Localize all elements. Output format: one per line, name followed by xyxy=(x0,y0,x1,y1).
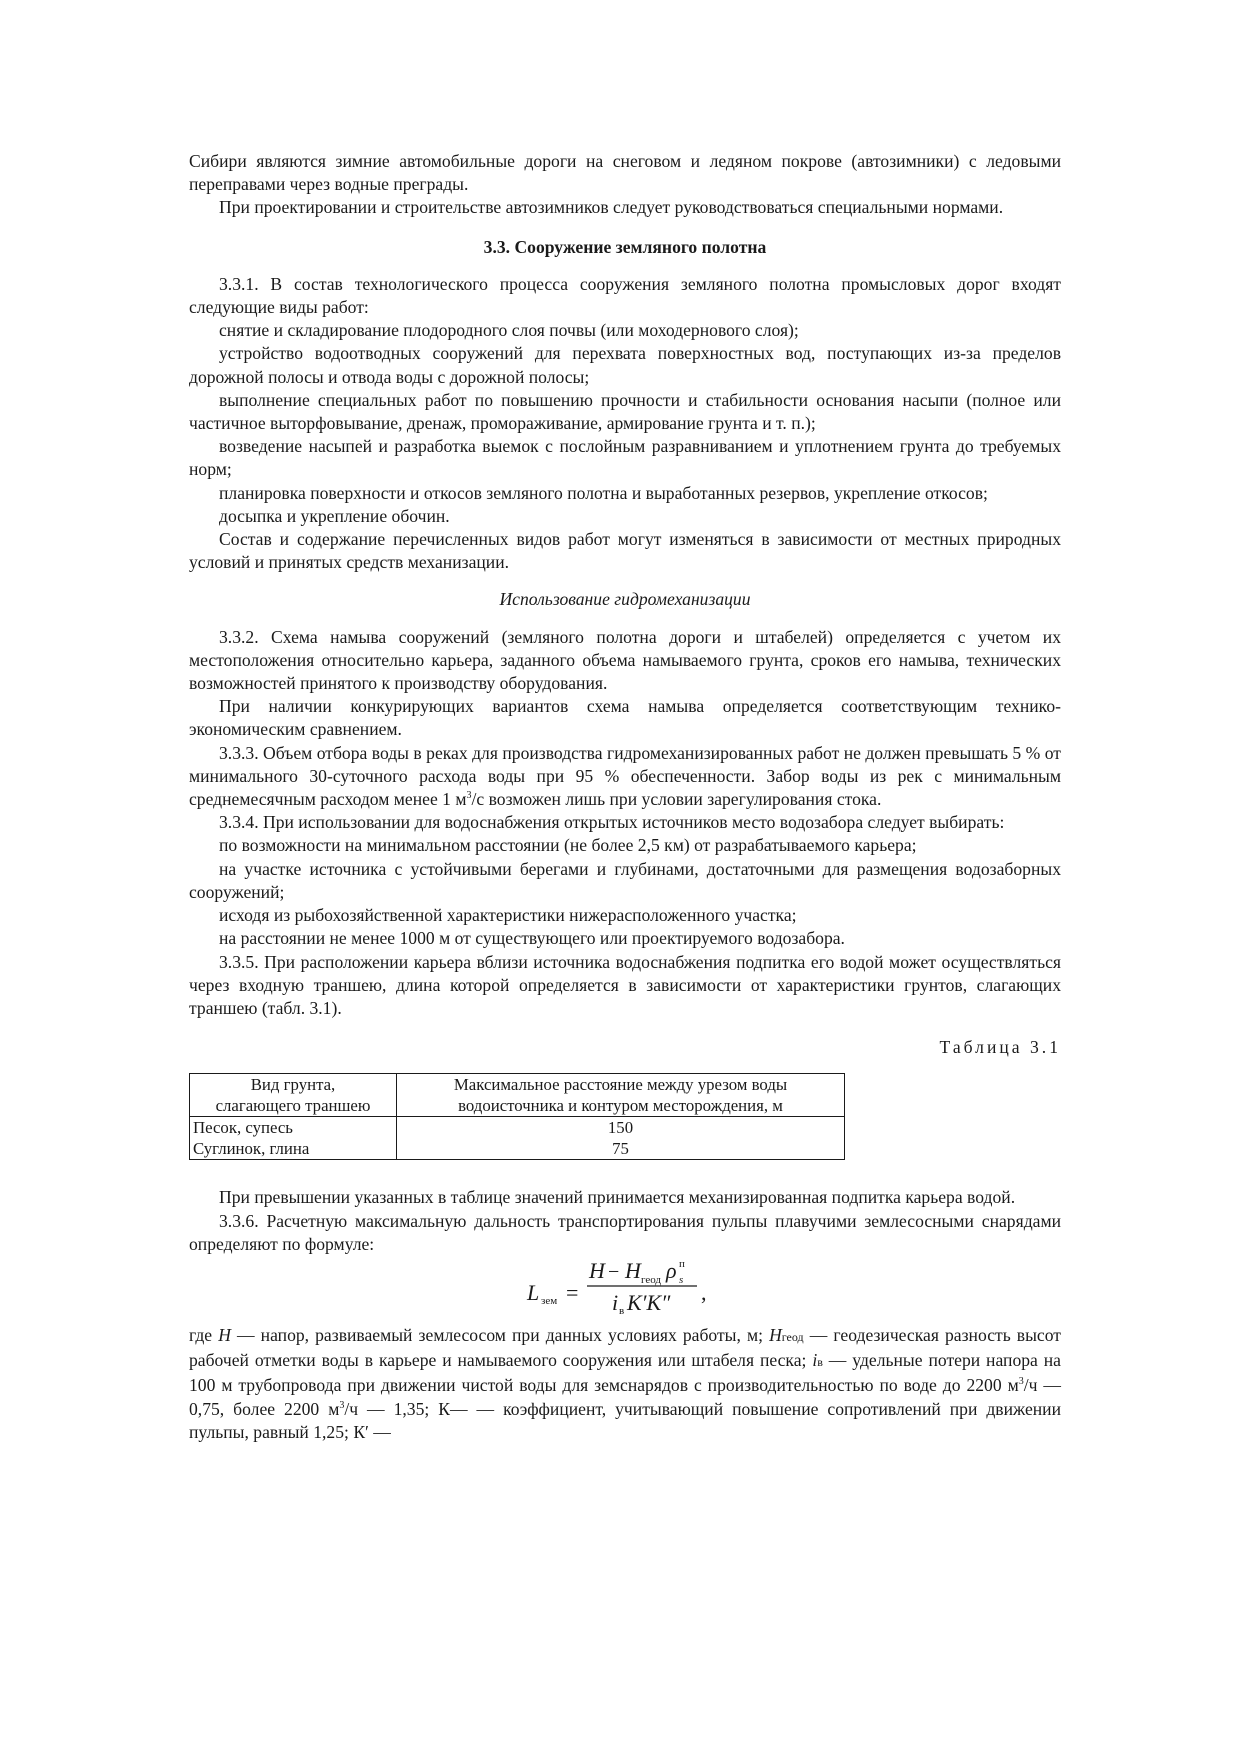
paragraph: 3.3.6. Расчетную максимальную дальность транспортирования пульпы плавучими землесосными снарядами определяют по формуле: xyxy=(189,1210,1061,1254)
list-item: на участке источника с устойчивыми берегами и глубинами, достаточными для размещения водозаборных сооружений; xyxy=(189,858,1061,902)
paragraph: При наличии конкурирующих вариантов схема намыва определяется соответствующим технико-экономическим сравнением. xyxy=(189,696,1061,740)
subheading: Использование гидромеханизации xyxy=(499,589,751,610)
formula-lhs: L xyxy=(527,1279,540,1305)
paragraph: 3.3.2. Схема намыва сооружений (земляного полотна дороги и штабелей) определяется с учетом их местоположения относительно карьера, заданного объема намываемого грунта, сроков его намыва, технических возможностей принятого к производству оборудования. xyxy=(189,626,1061,694)
table-caption: Таблица 3.1 xyxy=(939,1037,1061,1058)
formula-equals: = xyxy=(566,1279,579,1305)
formula-rho-sup: п xyxy=(679,1257,685,1270)
document-page xyxy=(189,150,1061,1444)
table-header-row xyxy=(190,1074,845,1117)
list-item: возведение насыпей и разработка выемок с послойным разравниванием и уплотнением грунта до требуемых норм; xyxy=(189,436,1061,480)
formula-den-i-sub: в xyxy=(619,1304,625,1317)
table-cell-distance: 75 xyxy=(397,1138,845,1160)
list-item: досыпка и укрепление обочин. xyxy=(219,505,450,526)
list-item: планировка поверхности и откосов земляного полотна и выработанных резервов, укрепление откосов; xyxy=(219,482,988,503)
paragraph: 3.3.5. При расположении карьера вблизи источника водоснабжения подпитка его водой может осуществляться через входную траншею, длина которой определяется в зависимости от характеристики грунтов, слагающих траншею (табл. 3.1). xyxy=(189,951,1061,1018)
list-item: устройство водоотводных сооружений для перехвата поверхностных вод, поступающих из-за пределов дорожной полосы и отвода воды с дорожной полосы; xyxy=(189,343,1061,387)
list-item: на расстоянии не менее 1000 м от существующего или проектируемого водозабора. xyxy=(219,928,845,949)
formula-comma: , xyxy=(701,1279,707,1305)
paragraph: 3.3.4. При использовании для водоснабжения открытых источников место водозабора следует выбирать: xyxy=(219,812,1005,833)
table-row xyxy=(190,1138,845,1160)
paragraph: 3.3.1. В состав технологического процесса сооружения земляного полотна промысловых дорог входят следующие виды работ: xyxy=(189,273,1061,318)
paragraph: При проектировании и строительстве автозимников следует руководствоваться специальными нормами. xyxy=(219,197,1004,218)
paragraph: Состав и содержание перечисленных видов работ могут изменяться в зависимости от местных природных условий и принятых средств механизации. xyxy=(189,529,1061,573)
paragraph: Сибири являются зимние автомобильные дороги на снеговом и ледяном покрове (автозимники) с ледовыми переправами через водные преграды. xyxy=(189,151,1061,195)
list-item: выполнение специальных работ по повышению прочности и стабильности основания насыпи (полное или частичное выторфовывание, дренаж, промораживание, армирование грунта и т. п.); xyxy=(189,389,1061,434)
formula-lhs-sub: зем xyxy=(541,1294,558,1307)
soil-distance-table xyxy=(189,1073,845,1160)
formula-rho: ρ xyxy=(666,1257,677,1283)
paragraph-333: 3.3.3. Объем отбора воды в реках для производства гидромеханизированных работ не должен превышать 5 % от минимального 30-суточного расхода воды при 95 % обеспеченности. Забор воды из рек с минимальным среднемесячным расходом менее 1 $м^3/с$ возможен лишь при условии зарегулирования стока. xyxy=(189,742,1061,810)
paragraph: При превышении указанных в таблице значений принимается механизированная подпитка карьера водой. xyxy=(219,1187,1016,1208)
formula-legend: где H — напор, развиваемый землесосом при данных условиях работы, м; Hгеод — геодезическая разность высот рабочей отметки воды в карьере и намываемого сооружения или штабеля песка; iв — удельные потери напора на 100 м трубопровода при движении чистой воды для земснарядов с производительностью по воде до 2200 $м^3/ч$ — 0,75, более 2200 $м^3/ч$ — 1,35; К— — коэффициент, учитывающий повышение сопротивлений при движении пульпы, равный 1,25; К′ — xyxy=(189,1324,1062,1442)
formula-minus: − xyxy=(608,1260,620,1283)
formula xyxy=(189,1256,1061,1324)
section-heading: 3.3. Сооружение земляного полотна xyxy=(483,236,767,257)
formula-rho-sub: s xyxy=(679,1273,684,1286)
formula-num-hgeod-sub: геод xyxy=(641,1273,662,1286)
formula-graphic xyxy=(189,1256,1061,1324)
formula-den-i: i xyxy=(612,1289,619,1315)
table-header-soil: Вид грунта, слагающего траншею xyxy=(190,1074,397,1117)
formula-num-hgeod: H xyxy=(625,1257,641,1283)
table-header-distance: Максимальное расстояние между урезом воды водоисточника и контуром месторождения, м xyxy=(397,1074,845,1117)
formula-num-h: H xyxy=(589,1257,605,1283)
list-item: по возможности на минимальном расстоянии (не более 2,5 км) от разрабатываемого карьера; xyxy=(219,835,917,856)
list-item: исходя из рыбохозяйственной характеристики нижерасположенного участка; xyxy=(219,905,797,926)
table-cell-distance: 150 xyxy=(397,1117,845,1139)
table-cell-soil: Суглинок, глина xyxy=(190,1138,397,1160)
table-cell-soil: Песок, супесь xyxy=(190,1117,397,1139)
table-row xyxy=(190,1117,845,1139)
list-item: снятие и складирование плодородного слоя почвы (или моходернового слоя); xyxy=(219,320,799,341)
formula-den-k: K′K″ xyxy=(627,1289,671,1315)
